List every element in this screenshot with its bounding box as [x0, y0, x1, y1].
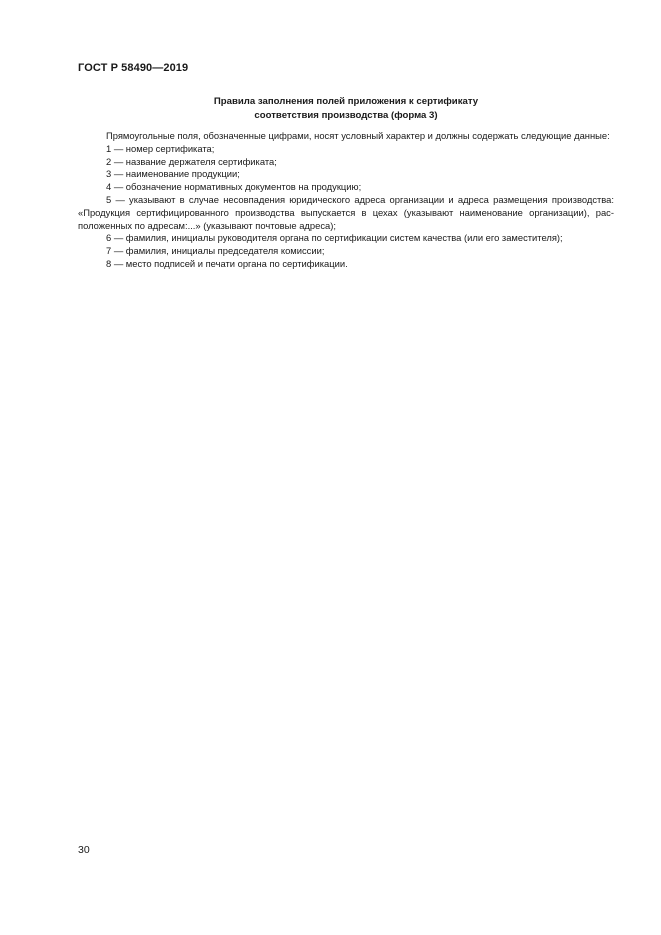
section-title-line-2: соответствия производства (форма 3): [254, 110, 438, 121]
list-item-1: 1 — номер сертификата;: [106, 142, 215, 154]
list-item-7: 7 — фамилия, инициалы председателя комиссии;: [106, 245, 325, 257]
body-text: [78, 130, 614, 271]
page-number: 30: [78, 844, 90, 856]
list-item-4: 4 — обозначение нормативных документов на продукцию;: [106, 181, 362, 193]
list-item-6: 6 — фамилия, инициалы руководителя органа по сертификации систем качества (или его заместителя);: [106, 232, 563, 244]
list-item-2: 2 — название держателя сертификата;: [106, 155, 277, 167]
list-item-8: 8 — место подписей и печати органа по сертификации.: [106, 257, 348, 269]
list-item-5: 5 — указывают в случае несовпадения юридического адреса организации и адреса размещения производства: «Продукция сертифицированного производства выпускается в цехах (указывают наименование организации), рас-положенных по адресам:...» (указывают почтовые адреса);: [78, 193, 614, 231]
page-header-standard: ГОСТ Р 58490—2019: [78, 62, 189, 74]
list-item-3: 3 — наименование продукции;: [106, 168, 240, 180]
section-title-line-1: Правила заполнения полей приложения к сертификату: [213, 96, 479, 107]
intro-paragraph: Прямоугольные поля, обозначенные цифрами, носят условный характер и должны содержать следующие данные:: [106, 130, 610, 141]
section-title: [78, 95, 614, 123]
